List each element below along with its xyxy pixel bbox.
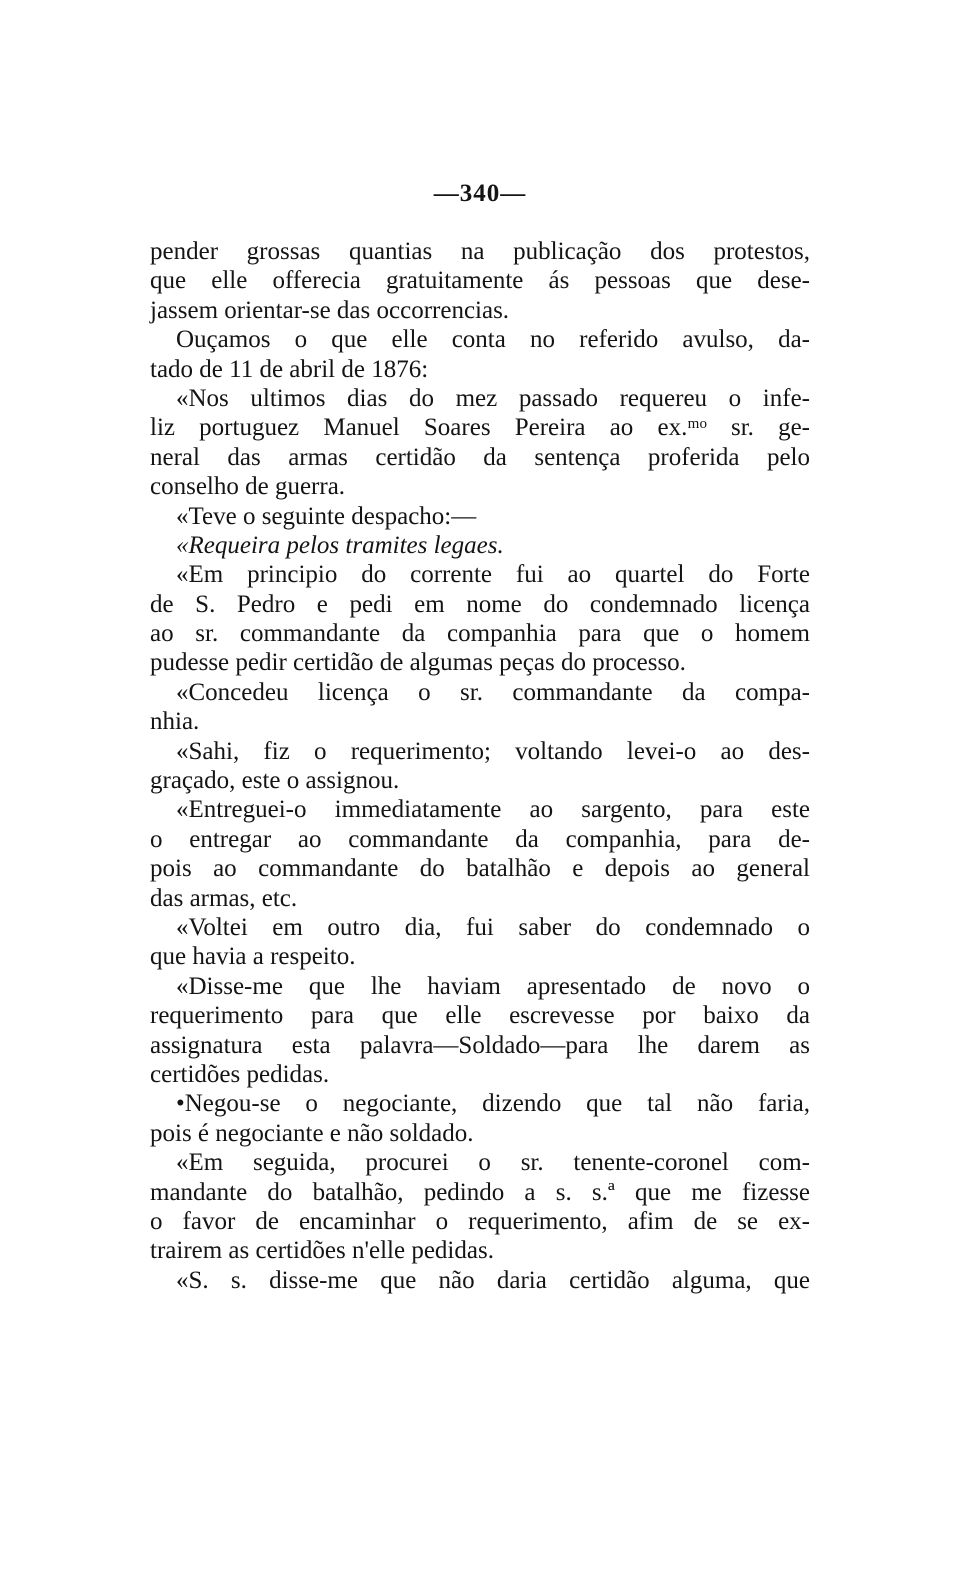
- paragraph: [150, 737, 810, 796]
- text-line: «Voltei em outro dia, fui saber do condemnado o: [176, 913, 810, 941]
- text-line: «Em principio do corrente fui ao quartel do Forte: [176, 561, 810, 589]
- text-line: nhia.: [150, 708, 200, 736]
- text-line: pudesse pedir certidão de algumas peças do processo.: [150, 649, 686, 677]
- page-number: —340—: [433, 180, 527, 207]
- text-line: graçado, este o assignou.: [150, 767, 400, 795]
- paragraph: [150, 560, 810, 678]
- body-text: [150, 237, 810, 1295]
- text-line: assignatura esta palavra—Soldado—para lhe darem as: [150, 1031, 810, 1059]
- text-line: «Requeira pelos tramites legaes.: [176, 531, 504, 559]
- paragraph: [150, 1266, 810, 1295]
- text-line: pois ao commandante do batalhão e depois ao general: [150, 855, 810, 883]
- text-line: liz portuguez Manuel Soares Pereira ao ex.ᵐᵒ sr. ge-: [150, 414, 810, 442]
- text-line: pois é negociante e não soldado.: [150, 1119, 474, 1147]
- paragraph: [150, 913, 810, 972]
- text-line: tado de 11 de abril de 1876:: [150, 355, 429, 383]
- text-line: o entregar ao commandante da companhia, para de-: [150, 825, 810, 853]
- text-line: •Negou-se o negociante, dizendo que tal não faria,: [176, 1090, 810, 1118]
- text-line: que elle offerecia gratuitamente ás pessoas que dese-: [150, 267, 810, 295]
- text-line: requerimento para que elle escrevesse por baixo da: [150, 1002, 810, 1030]
- text-line: «Sahi, fiz o requerimento; voltando levei-o ao des-: [176, 737, 810, 765]
- text-line: «Em seguida, procurei o sr. tenente-coronel com-: [176, 1149, 810, 1177]
- paragraph: [150, 502, 810, 531]
- paragraph: [150, 1148, 810, 1266]
- text-line: o favor de encaminhar o requerimento, afim de se ex-: [150, 1207, 810, 1235]
- text-line: mandante do batalhão, pedindo a s. s.ª que me fizesse: [150, 1178, 810, 1206]
- text-line: jassem orientar-se das occorrencias.: [150, 296, 510, 324]
- text-line: Ouçamos o que elle conta no referido avulso, da-: [176, 326, 810, 354]
- text-line: «Concedeu licença o sr. commandante da compa-: [176, 678, 810, 706]
- text-line: trairem as certidões n'elle pedidas.: [150, 1237, 494, 1265]
- text-line: certidões pedidas.: [150, 1060, 330, 1088]
- text-line: conselho de guerra.: [150, 473, 346, 501]
- paragraph: [150, 972, 810, 1090]
- paragraph: [150, 678, 810, 737]
- paragraph: [150, 325, 810, 384]
- text-line: que havia a respeito.: [150, 943, 356, 971]
- paragraph: [150, 384, 810, 502]
- text-line: «Disse-me que lhe haviam apresentado de novo o: [176, 972, 810, 1000]
- text-line: ao sr. commandante da companhia para que o homem: [150, 620, 810, 648]
- paragraph: [150, 795, 810, 913]
- text-line: das armas, etc.: [150, 884, 298, 912]
- text-line: neral das armas certidão da sentença proferida pelo: [150, 443, 810, 471]
- text-line: «Entreguei-o immediatamente ao sargento, para este: [176, 796, 810, 824]
- text-line: de S. Pedro e pedi em nome do condemnado licença: [150, 590, 810, 618]
- text-line: pender grossas quantias na publicação dos protestos,: [150, 238, 810, 265]
- paragraph: [150, 531, 810, 560]
- text-line: «S. s. disse-me que não daria certidão alguma, que: [176, 1266, 810, 1294]
- paragraph: [150, 1089, 810, 1148]
- paragraph: [150, 237, 810, 325]
- text-line: «Teve o seguinte despacho:—: [176, 502, 477, 530]
- text-line: «Nos ultimos dias do mez passado requereu o infe-: [176, 384, 810, 412]
